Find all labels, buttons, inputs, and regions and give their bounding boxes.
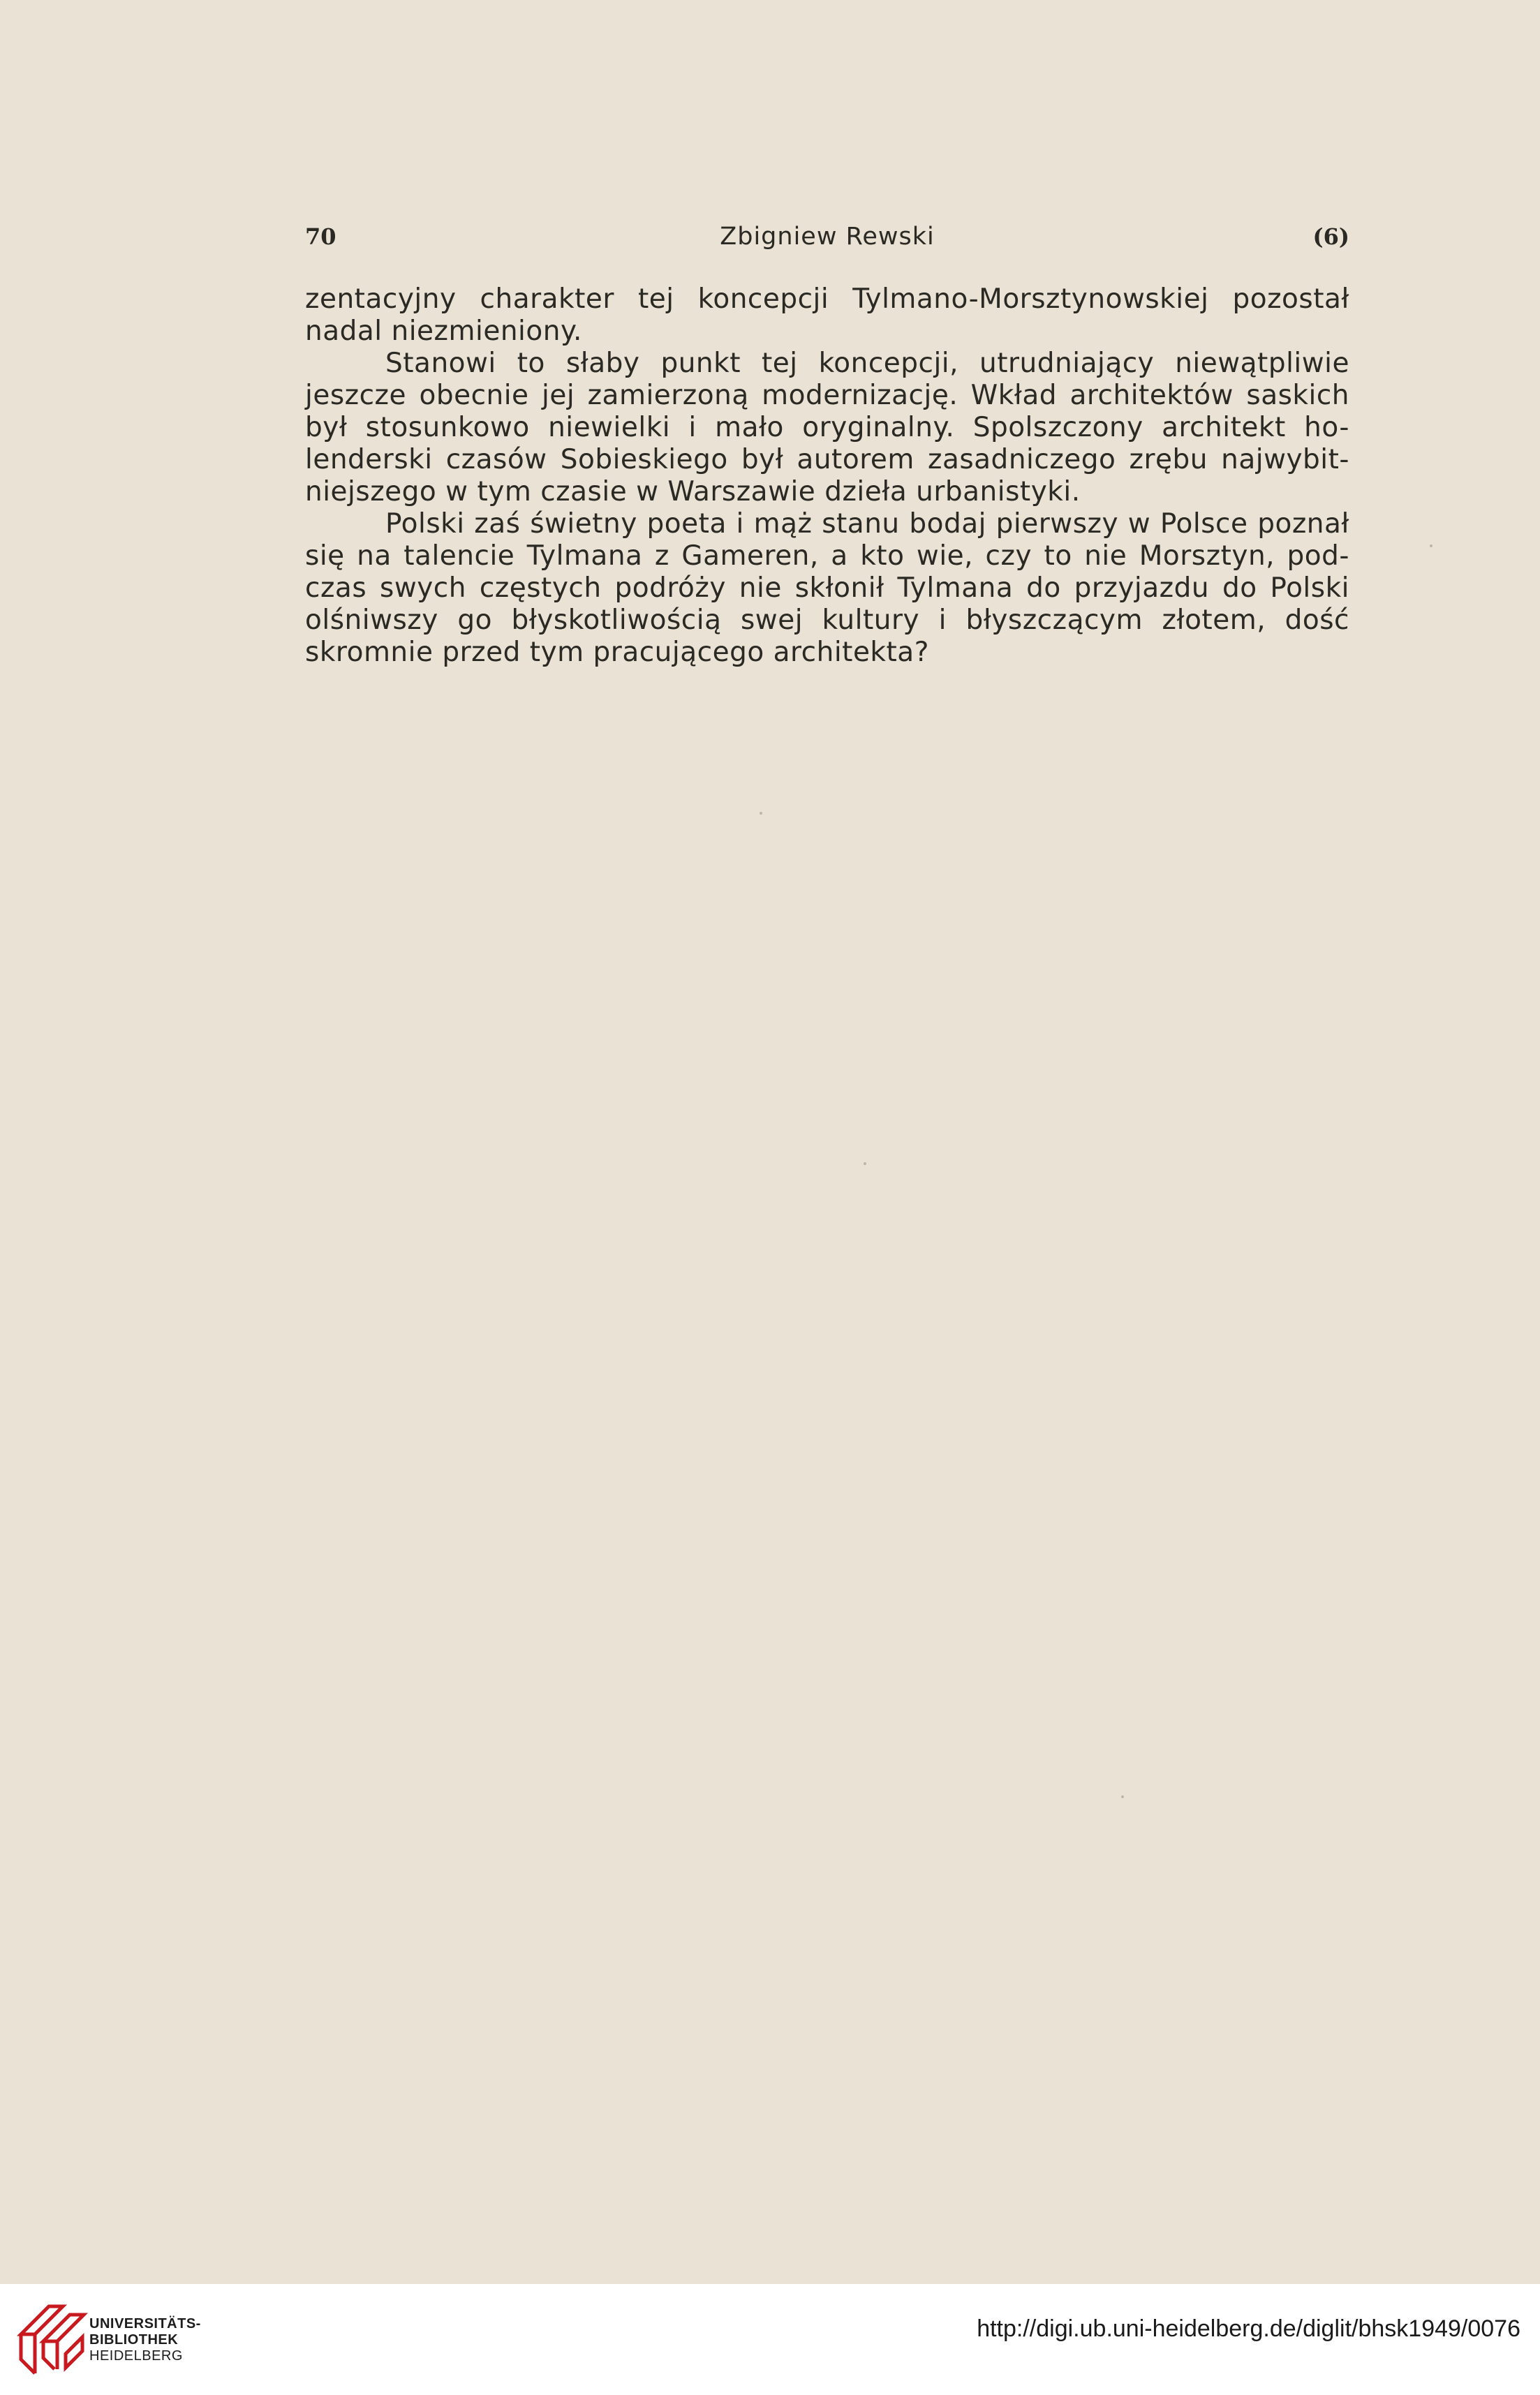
paper-speck	[760, 812, 762, 815]
text-line: jeszcze obecnie jej zamierzoną modernizację. Wkład architektów saskich	[305, 380, 1349, 411]
paper-speck	[1121, 1795, 1124, 1798]
text-line: Stanowi to słaby punkt tej koncepcji, utrudniający niewątpliwie	[385, 348, 1349, 379]
ub-heidelberg-logo-icon	[15, 2299, 92, 2379]
text-line: zentacyjny charakter tej koncepcji Tylmano-Morsztynowskiej pozostał	[305, 283, 1349, 315]
library-footer	[0, 2284, 1540, 2395]
text-line: czas swych częstych podróży nie skłonił Tylmana do przyjazdu do Polski	[305, 572, 1349, 604]
library-name-line: HEIDELBERG	[89, 2348, 183, 2364]
section-number: (6)	[1312, 223, 1349, 250]
text-line: nadal niezmieniony.	[305, 316, 582, 347]
page-header	[305, 219, 1349, 254]
text-line: niejszego w tym czasie w Warszawie dzieła urbanistyki.	[305, 476, 1081, 507]
text-line: lenderski czasów Sobieskiego był autorem zasadniczego zrębu najwybit-	[305, 444, 1349, 475]
library-name	[89, 2316, 201, 2364]
running-title: Zbigniew Rewski	[720, 223, 935, 251]
page-number: 70	[305, 223, 336, 250]
text-line: Polski zaś świetny poeta i mąż stanu bodaj pierwszy w Polsce poznał	[385, 508, 1349, 540]
library-name-line: BIBLIOTHEK	[89, 2332, 179, 2348]
text-line: olśniwszy go błyskotliwością swej kultury i błyszczącym złotem, dość	[305, 605, 1349, 636]
source-url-link[interactable]: http://digi.ub.uni-heidelberg.de/diglit/bhsk1949/0076	[977, 2315, 1520, 2342]
paper-speck	[1430, 544, 1432, 547]
text-line: był stosunkowo niewielki i mało oryginalny. Spolszczony architekt ho-	[305, 412, 1349, 443]
paper-speck	[864, 1162, 866, 1165]
library-name-line: UNIVERSITÄTS-	[89, 2316, 201, 2331]
text-line: się na talencie Tylmana z Gameren, a kto wie, czy to nie Morsztyn, pod-	[305, 540, 1349, 572]
body-text	[305, 283, 1349, 669]
text-line: skromnie przed tym pracującego architekta?	[305, 637, 929, 668]
